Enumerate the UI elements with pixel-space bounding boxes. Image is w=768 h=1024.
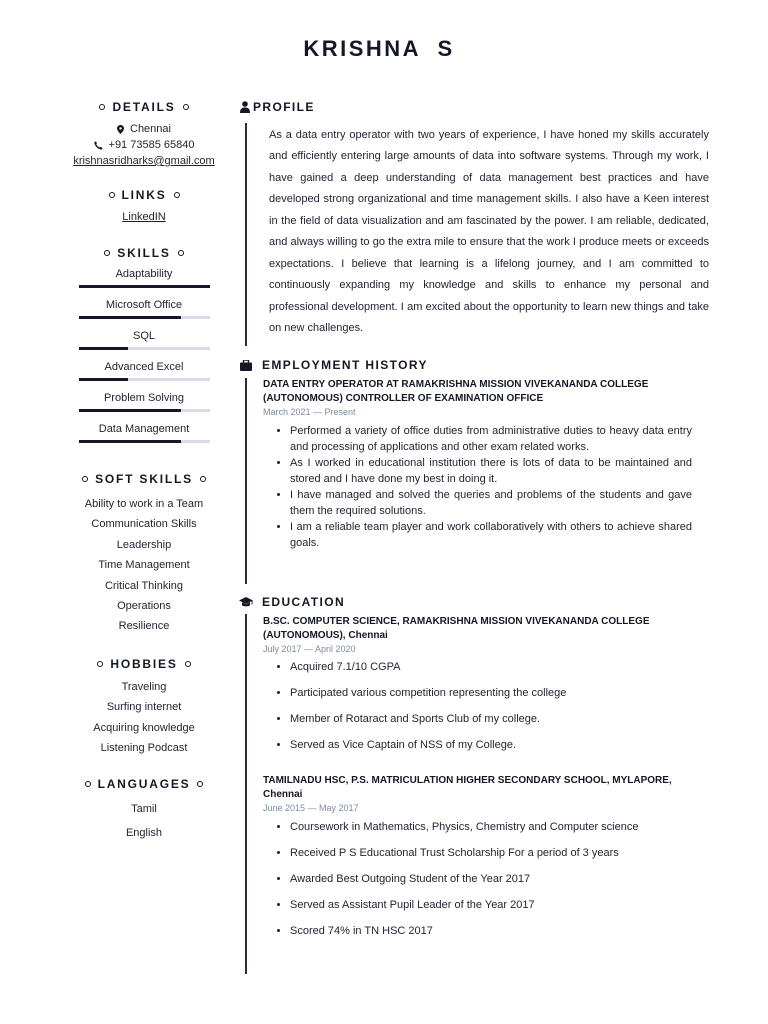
education-heading-text: EDUCATION: [262, 595, 346, 609]
hobbies-heading-text: HOBBIES: [110, 656, 178, 671]
list-item: • As I worked in educational institution there is lots of data to be maintained and stored and I have done my best in doing it.: [290, 455, 692, 487]
ring-bullet-icon: [183, 104, 189, 110]
list-item: Tamil: [131, 803, 157, 816]
education-divider-line: [245, 614, 247, 974]
city-line: [66, 122, 222, 137]
list-item: • Served as Assistant Pupil Leader of the Year 2017: [290, 892, 638, 918]
hobbies-heading: [66, 655, 222, 673]
skill-label: Problem Solving: [103, 392, 185, 404]
list-item: Acquiring knowledge: [93, 721, 195, 734]
education-heading: [239, 595, 345, 609]
skill-label: SQL: [132, 330, 155, 342]
profile-heading-text: PROFILE: [253, 100, 315, 114]
education-bullet-list: [272, 814, 638, 944]
soft-skills-heading-text: SOFT SKILLS: [95, 472, 193, 486]
skill-item: [66, 267, 222, 288]
skill-item: [66, 360, 222, 381]
skill-level-fill: [79, 316, 181, 319]
skill-level-fill: [79, 347, 129, 350]
job-title: DATA ENTRY OPERATOR AT RAMAKRISHNA MISSION VIVEKANANDA COLLEGE (AUTONOMOUS) CONTROLLER OF EXAMINATION OFFICE: [263, 379, 649, 404]
languages-list: [66, 797, 222, 845]
details-heading: [66, 98, 222, 116]
profile-divider-line: [245, 123, 247, 346]
list-item: • Participated various competition representing the college: [290, 680, 566, 706]
soft-skills-list: [66, 494, 222, 637]
ring-bullet-icon: [109, 192, 115, 198]
job-bullet-list: [272, 423, 692, 551]
skill-level-bar: [79, 409, 210, 412]
list-item: Surfing internet: [106, 701, 182, 714]
education-title: B.SC. COMPUTER SCIENCE, RAMAKRISHNA MISSION VIVEKANANDA COLLEGE (AUTONOMOUS), Chennai: [263, 616, 650, 641]
list-item: Traveling: [121, 680, 167, 693]
employment-heading-text: EMPLOYMENT HISTORY: [262, 358, 428, 372]
links-heading: [66, 186, 222, 204]
list-item: • Awarded Best Outgoing Student of the Year 2017: [290, 866, 638, 892]
education-dates: June 2015 — May 2017: [263, 803, 359, 813]
skill-level-bar: [79, 285, 210, 288]
links-heading-text: LINKS: [121, 188, 167, 202]
skills-list: [66, 267, 222, 443]
ring-bullet-icon: [200, 476, 206, 482]
skill-item: [66, 391, 222, 412]
ring-bullet-icon: [99, 104, 105, 110]
list-item: Operations: [117, 600, 171, 613]
phone-icon: [94, 141, 103, 150]
skill-label: Adaptability: [115, 268, 173, 280]
soft-skills-heading: [66, 470, 222, 488]
map-pin-icon: [117, 125, 124, 134]
links-section: [66, 186, 222, 225]
list-item: • Acquired 7.1/10 CGPA: [290, 654, 566, 680]
list-item: • Coursework in Mathematics, Physics, Chemistry and Computer science: [290, 814, 638, 840]
list-item: • I have managed and solved the queries and problems of the students and gave them the required solutions.: [290, 487, 692, 519]
skills-heading: [66, 244, 222, 262]
skill-level-fill: [79, 378, 129, 381]
skill-level-fill: [79, 440, 181, 443]
list-item: • I am a reliable team player and work collaboratively with others to achieve shared goals.: [290, 519, 692, 551]
list-item: • Served as Vice Captain of NSS of my College.: [290, 732, 566, 758]
list-item: • Performed a variety of office duties from administrative duties to heavy data entry and processing of applications and other exam related works.: [290, 423, 692, 455]
ring-bullet-icon: [82, 476, 88, 482]
education-dates: July 2017 — April 2020: [263, 644, 356, 654]
skill-item: [66, 329, 222, 350]
ring-bullet-icon: [178, 250, 184, 256]
email-link[interactable]: krishnasridharks@gmail.com: [73, 155, 215, 167]
skill-label: Microsoft Office: [105, 299, 183, 311]
phone-text: +91 73585 65840: [108, 139, 195, 151]
skill-label: Data Management: [98, 423, 190, 435]
ring-bullet-icon: [197, 781, 203, 787]
skill-level-bar: [79, 316, 210, 319]
languages-heading: [66, 775, 222, 793]
person-icon: [240, 101, 250, 113]
list-item: • Received P S Educational Trust Scholarship For a period of 3 years: [290, 840, 638, 866]
list-item: • Member of Rotaract and Sports Club of my college.: [290, 706, 566, 732]
employment-heading: [240, 358, 428, 372]
list-item: Time Management: [98, 559, 190, 572]
details-heading-text: DETAILS: [112, 100, 176, 114]
list-item: Ability to work in a Team: [84, 498, 204, 510]
employment-divider-line: [245, 378, 247, 584]
skill-level-fill: [79, 409, 181, 412]
skill-level-bar: [79, 378, 210, 381]
list-item: Leadership: [116, 538, 172, 551]
graduation-cap-icon: [239, 597, 253, 608]
city-text: Chennai: [130, 123, 171, 135]
skills-section: [66, 244, 222, 443]
briefcase-icon: [240, 360, 252, 371]
skills-heading-text: SKILLS: [117, 246, 171, 260]
list-item: English: [125, 827, 163, 840]
list-item: • Scored 74% in TN HSC 2017: [290, 918, 638, 944]
list-item: Listening Podcast: [100, 742, 188, 755]
ring-bullet-icon: [174, 192, 180, 198]
skill-level-bar: [79, 440, 210, 443]
ring-bullet-icon: [85, 781, 91, 787]
skill-level-bar: [79, 347, 210, 350]
skill-item: [66, 422, 222, 443]
hobbies-list: [66, 677, 222, 759]
candidate-name: KRISHNA S: [303, 36, 455, 61]
job-dates: March 2021 — Present: [263, 407, 356, 417]
profile-heading: [240, 100, 315, 114]
phone-line: [66, 138, 222, 153]
skill-item: [66, 298, 222, 319]
ring-bullet-icon: [185, 661, 191, 667]
ring-bullet-icon: [104, 250, 110, 256]
list-item: Critical Thinking: [104, 579, 184, 592]
soft-skills-section: [66, 470, 222, 637]
hobbies-section: [66, 655, 222, 759]
languages-section: [66, 775, 222, 845]
skill-level-fill: [79, 285, 210, 288]
list-item: Resilience: [118, 620, 170, 633]
skill-label: Advanced Excel: [104, 361, 184, 373]
sidebar: [66, 98, 222, 845]
linkedin-link[interactable]: LinkedIN: [122, 211, 166, 223]
education-title: TAMILNADU HSC, P.S. MATRICULATION HIGHER SECONDARY SCHOOL, MYLAPORE, Chennai: [263, 775, 672, 800]
profile-summary: As a data entry operator with two years of experience, I have honed my skills accurately and efficiently entering large amounts of data into software systems. Through my work, I have gained a deep understanding of data management best practices and have developed strong organizational and time management skills. I also have a Keen interest in the field of data visualization and am fascinated by the power. I am reliable, dedicated, and always willing to go the extra mile to ensure that the work I produce meets or exceeds expectations. I believe that learning is a lifelong journey, and I am committed to continuously expanding my knowledge and skills to enhance my personal and professional development. I am excited about the opportunity to learn new things and take on new challenges.: [269, 129, 709, 335]
education-bullet-list: [272, 654, 566, 758]
ring-bullet-icon: [97, 661, 103, 667]
languages-heading-text: LANGUAGES: [97, 777, 191, 792]
details-section: [66, 98, 222, 169]
list-item: Communication Skills: [91, 518, 197, 531]
